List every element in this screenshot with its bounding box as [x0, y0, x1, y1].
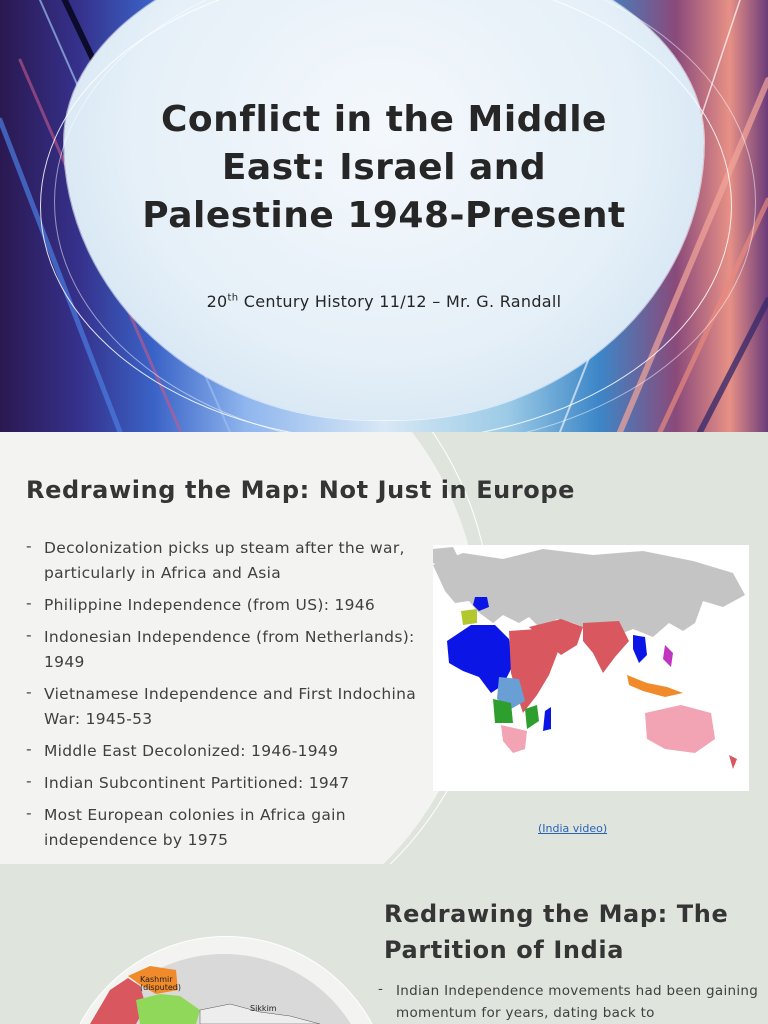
subtitle-number: 20 [206, 292, 228, 311]
world-map-image [433, 545, 749, 791]
bullet-marker: - [26, 740, 32, 758]
map-region-indochina [633, 635, 647, 663]
bullet-list [26, 536, 426, 860]
title-slide [0, 0, 768, 432]
bullet-item [26, 625, 426, 675]
bullet-text: Middle East Decolonized: 1946-1949 [44, 742, 339, 760]
india-map-image [80, 960, 340, 1024]
bullet-text: Indian Subcontinent Partitioned: 1947 [44, 774, 350, 792]
bullet-marker: - [378, 981, 384, 997]
bullet-item [26, 593, 426, 618]
bullet-marker: - [26, 626, 32, 644]
slide-heading: Redrawing the Map: The Partition of India [384, 900, 729, 964]
bullet-item [26, 771, 426, 796]
map-region-india [583, 621, 629, 673]
map-region-india-north [136, 994, 200, 1024]
bullet-marker: - [26, 537, 32, 555]
map-label-sikkim: Sikkim [250, 1004, 277, 1013]
bullet-marker: - [26, 594, 32, 612]
subtitle-superscript: th [227, 292, 239, 304]
bullet-list [378, 980, 768, 1024]
bullet-text: Most European colonies in Africa gain independence by 1975 [44, 806, 346, 849]
map-region-new-zealand [729, 755, 737, 769]
bullet-item [26, 803, 426, 853]
bullet-item [26, 739, 426, 764]
map-region-south-africa [501, 725, 527, 753]
subtitle-text: Century History 11/12 – Mr. G. Randall [238, 292, 562, 311]
map-region-indonesia [627, 675, 683, 697]
bullet-text: Philippine Independence (from US): 1946 [44, 596, 376, 614]
bullet-marker: - [26, 772, 32, 790]
map-region-philippines [663, 645, 673, 667]
decolonization-map [433, 545, 749, 791]
slide-heading: Redrawing the Map: Not Just in Europe [26, 476, 576, 504]
decolonization-slide [0, 432, 768, 864]
bullet-text: Vietnamese Independence and First Indochina War: 1945-53 [44, 685, 417, 728]
partition-of-india-slide [0, 864, 768, 1024]
bullet-text: Indian Independence movements had been gaining momentum for years, dating back to [396, 983, 759, 1021]
bullet-item [26, 682, 426, 732]
bullet-marker: - [26, 804, 32, 822]
map-label-kashmir: Kashmir (disputed) [140, 975, 181, 992]
map-region-madagascar [543, 707, 551, 731]
map-region-iberia [461, 609, 477, 625]
bullet-text: Decolonization picks up steam after the war, particularly in Africa and Asia [44, 539, 405, 582]
bullet-marker: - [26, 683, 32, 701]
presentation-title: Conflict in the Middle East: Israel and Palestine 1948-Present [142, 99, 626, 236]
bullet-text: Indonesian Independence (from Netherlands): 1949 [44, 628, 415, 671]
bullet-item [378, 980, 768, 1024]
map-region-australia [645, 705, 715, 753]
presentation-subtitle [100, 292, 668, 311]
map-region-mozambique [525, 705, 539, 729]
bullet-item [26, 536, 426, 586]
india-video-link[interactable]: (India video) [538, 822, 608, 835]
